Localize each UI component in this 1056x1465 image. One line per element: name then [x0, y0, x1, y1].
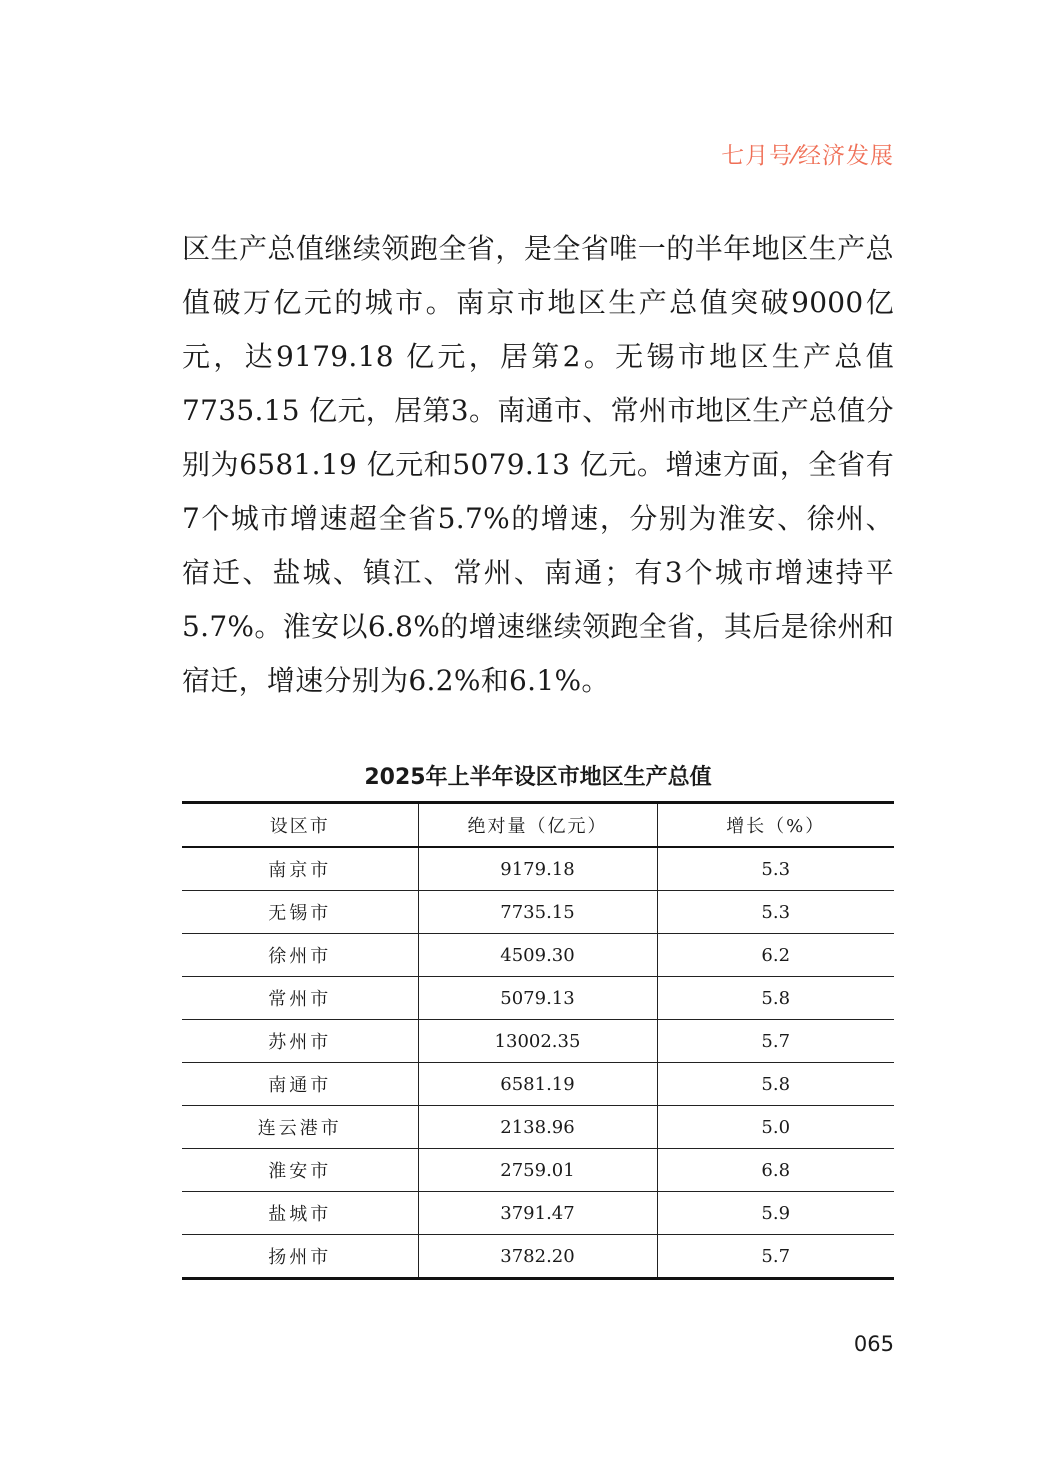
article-paragraph: 区生产总值继续领跑全省，是全省唯一的半年地区生产总值破万亿元的城市。南京市地区生产总值突破9000亿元，达9179.18 亿元，居第2。无锡市地区生产总值7735.15 亿元，居第3。南通市、常州市地区生产总值分别为6581.19 亿元和5079.13 亿元。增速方面，全省有7个城市增速超全省5.7%的增速，分别为淮安、徐州、宿迁、盐城、镇江、常州、南通；有3个城市增速持平5.7%。淮安以6.8%的增速继续领跑全省，其后是徐州和宿迁，增速分别为6.2%和6.1%。: [182, 232, 894, 697]
article-body: [182, 222, 894, 708]
amount-cell: 2138.96: [418, 1106, 657, 1149]
section-header: 七月号⁄经济发展: [721, 143, 894, 169]
city-cell: 连云港市: [182, 1106, 418, 1149]
amount-cell: 3791.47: [418, 1192, 657, 1235]
table-row: [182, 934, 894, 977]
amount-cell: 9179.18: [418, 847, 657, 891]
column-header-growth: 增长（%）: [657, 803, 894, 848]
growth-cell: 5.3: [657, 891, 894, 934]
amount-cell: 13002.35: [418, 1020, 657, 1063]
table-row: [182, 1063, 894, 1106]
city-cell: 南京市: [182, 847, 418, 891]
amount-cell: 3782.20: [418, 1235, 657, 1279]
amount-cell: 7735.15: [418, 891, 657, 934]
city-cell: 无锡市: [182, 891, 418, 934]
amount-cell: 2759.01: [418, 1149, 657, 1192]
table-row: [182, 1235, 894, 1279]
table-row: [182, 847, 894, 891]
table-row: [182, 1192, 894, 1235]
growth-cell: 5.7: [657, 1235, 894, 1279]
growth-cell: 5.9: [657, 1192, 894, 1235]
city-cell: 常州市: [182, 977, 418, 1020]
table-title: 2025年上半年设区市地区生产总值: [364, 765, 712, 790]
growth-cell: 5.8: [657, 1063, 894, 1106]
growth-cell: 5.7: [657, 1020, 894, 1063]
table-header-row: [182, 803, 894, 848]
city-cell: 扬州市: [182, 1235, 418, 1279]
growth-cell: 6.2: [657, 934, 894, 977]
table-row: [182, 1106, 894, 1149]
table-row: [182, 1149, 894, 1192]
city-cell: 淮安市: [182, 1149, 418, 1192]
table-row: [182, 1020, 894, 1063]
column-header-amount: 绝对量（亿元）: [418, 803, 657, 848]
growth-cell: 5.8: [657, 977, 894, 1020]
growth-cell: 6.8: [657, 1149, 894, 1192]
gdp-table: [182, 801, 894, 1280]
page-number: 065: [853, 1332, 894, 1356]
column-header-city: 设区市: [182, 803, 418, 848]
city-cell: 苏州市: [182, 1020, 418, 1063]
city-cell: 南通市: [182, 1063, 418, 1106]
amount-cell: 5079.13: [418, 977, 657, 1020]
table-row: [182, 977, 894, 1020]
amount-cell: 4509.30: [418, 934, 657, 977]
growth-cell: 5.3: [657, 847, 894, 891]
table-row: [182, 891, 894, 934]
city-cell: 徐州市: [182, 934, 418, 977]
growth-cell: 5.0: [657, 1106, 894, 1149]
city-cell: 盐城市: [182, 1192, 418, 1235]
amount-cell: 6581.19: [418, 1063, 657, 1106]
